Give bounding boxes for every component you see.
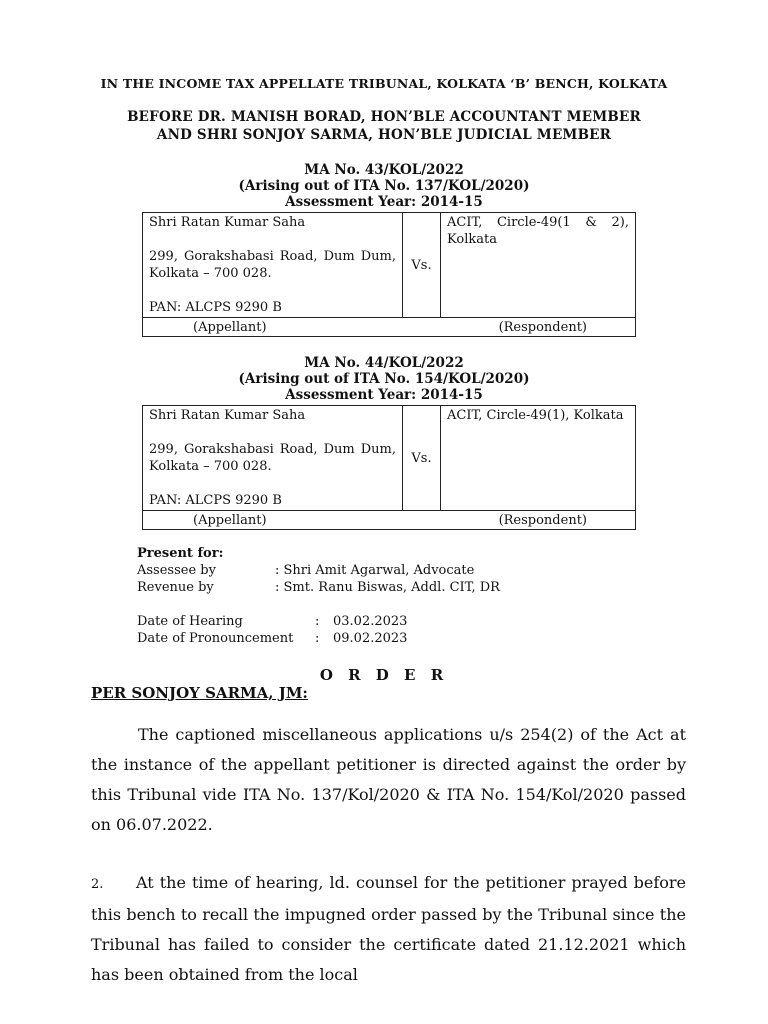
pronouncement-date-value: 09.02.2023	[333, 631, 408, 646]
paragraph-1	[91, 720, 686, 840]
appellant-cell	[143, 406, 403, 511]
appellant-cell	[143, 213, 403, 318]
pronouncement-date-row	[137, 630, 407, 647]
revenue-value: : Smt. Ranu Biswas, Addl. CIT, DR	[275, 580, 500, 595]
revenue-row	[137, 579, 500, 596]
present-heading: Present for:	[137, 546, 224, 561]
role-appellant: (Appellant)	[193, 320, 267, 335]
appellant-name: Shri Ratan Kumar Saha	[149, 215, 306, 230]
arising-from: (Arising out of ITA No. 154/KOL/2020)	[238, 371, 530, 387]
assessment-year: Assessment Year: 2014-15	[285, 194, 483, 210]
role-respondent: (Respondent)	[498, 513, 587, 528]
paragraph-2-number: 2.	[91, 877, 104, 892]
case-1-heading	[0, 162, 768, 210]
order-title: O R D E R	[319, 666, 449, 684]
appellant-pan: PAN: ALCPS 9290 B	[149, 300, 282, 315]
case-2-heading	[0, 355, 768, 403]
paragraph-2-text: At the time of hearing, ld. counsel for the petitioner prayed before this bench to recall the impugned order passed by the Tribunal since the Tribunal has failed to consider the certificate dated 21.12.2021 which has been obtained from the local	[91, 873, 686, 984]
paragraph-2	[91, 868, 686, 990]
appellant-address: 299, Gorakshabasi Road, Dum Dum, Kolkata – 700 028.	[149, 442, 396, 474]
assessee-value: : Shri Amit Agarwal, Advocate	[275, 563, 475, 578]
appellant-address: 299, Gorakshabasi Road, Dum Dum, Kolkata – 700 028.	[149, 249, 396, 281]
assessment-year: Assessment Year: 2014-15	[285, 387, 483, 403]
arising-from: (Arising out of ITA No. 137/KOL/2020)	[238, 178, 530, 194]
respondent-cell: ACIT, Circle-49(1 & 2), Kolkata	[441, 213, 636, 318]
per-member: PER SONJOY SARMA, JM:	[91, 684, 308, 702]
roles-row	[143, 511, 636, 530]
revenue-label: Revenue by	[137, 580, 214, 595]
hearing-date-label: Date of Hearing	[137, 614, 243, 629]
appellant-pan: PAN: ALCPS 9290 B	[149, 493, 282, 508]
appellant-name: Shri Ratan Kumar Saha	[149, 408, 306, 423]
paragraph-1-text: The captioned miscellaneous applications u/s 254(2) of the Act at the instance of the appellant petitioner is directed against the order by this Tribunal vide ITA No. 137/Kol/2020 & ITA No. 154/Kol/2020 passed on 06.07.2022.	[91, 725, 686, 834]
role-respondent: (Respondent)	[498, 320, 587, 335]
present-for-block	[137, 545, 500, 596]
role-appellant: (Appellant)	[193, 513, 267, 528]
hearing-date-value: 03.02.2023	[333, 614, 408, 629]
hearing-date-row	[137, 613, 407, 630]
roles-row	[143, 318, 636, 337]
versus-cell: Vs.	[403, 213, 441, 318]
hearing-date-sep: :	[315, 614, 320, 629]
bench-line-1: BEFORE DR. MANISH BORAD, HON’BLE ACCOUNTANT MEMBER	[127, 109, 641, 125]
bench-line-2: AND SHRI SONJOY SARMA, HON’BLE JUDICIAL MEMBER	[156, 127, 612, 143]
versus-cell: Vs.	[403, 406, 441, 511]
case-1-table	[142, 212, 636, 337]
assessee-row	[137, 562, 500, 579]
pronouncement-date-sep: :	[315, 631, 320, 646]
dates-block	[137, 613, 407, 647]
pronouncement-date-label: Date of Pronouncement	[137, 631, 294, 646]
respondent-cell: ACIT, Circle-49(1), Kolkata	[441, 406, 636, 511]
ma-number: MA No. 44/KOL/2022	[304, 355, 464, 371]
court-title: IN THE INCOME TAX APPELLATE TRIBUNAL, KOLKATA ‘B’ BENCH, KOLKATA	[100, 76, 668, 91]
case-2-table	[142, 405, 636, 530]
assessee-label: Assessee by	[137, 563, 216, 578]
ma-number: MA No. 43/KOL/2022	[304, 162, 464, 178]
